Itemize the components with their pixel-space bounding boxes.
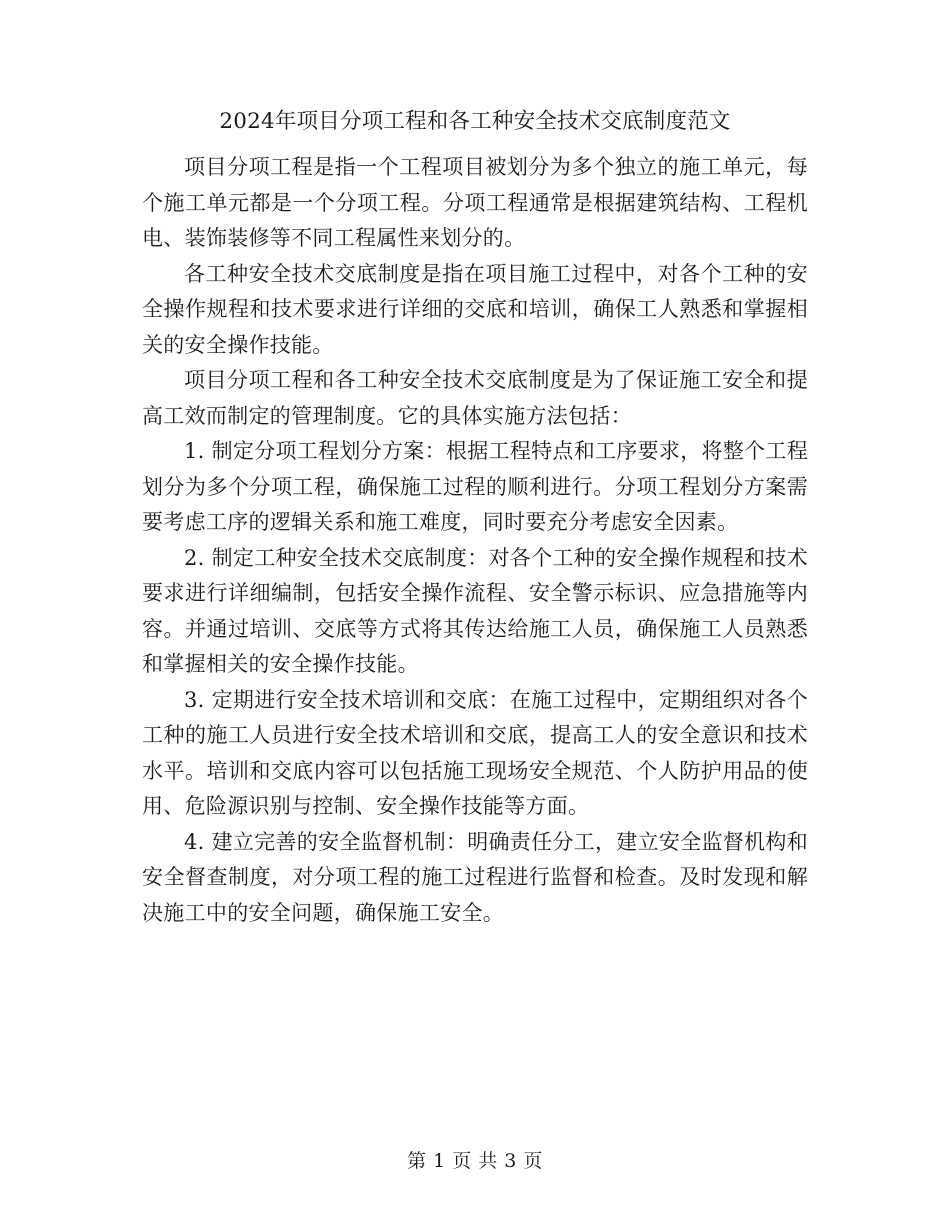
paragraph-intro: 项目分项工程是指一个工程项目被划分为多个独立的施工单元，每个施工单元都是一个分项工程。分项工程通常是根据建筑结构、工程机电、装饰装修等不同工程属性来划分的。 — [142, 155, 808, 250]
document-body — [142, 150, 808, 931]
list-item-1: 1. 制定分项工程划分方案：根据工程特点和工序要求，将整个工程划分为多个分项工程，确保施工过程的顺利进行。分项工程划分方案需要考虑工序的逻辑关系和施工难度，同时要充分考虑安全因素。 — [142, 439, 809, 534]
page-number-footer: 第 1 页 共 3 页 — [407, 1150, 543, 1172]
list-item-4: 4. 建立完善的安全监督机制：明确责任分工，建立安全监督机构和安全督查制度，对分项工程的施工过程进行监督和检查。及时发现和解决施工中的安全问题，确保施工安全。 — [142, 829, 809, 925]
page-title: 2024年项目分项工程和各工种安全技术交底制度范文 — [219, 109, 731, 134]
list-item-2: 2. 制定工种安全技术交底制度：对各个工种的安全操作规程和技术要求进行详细编制，包括安全操作流程、安全警示标识、应急措施等内容。并通过培训、交底等方式将其传达给施工人员，确保施工人员熟悉和掌握相关的安全操作技能。 — [142, 545, 809, 676]
paragraph-purpose: 项目分项工程和各工种安全技术交底制度是为了保证施工安全和提高工效而制定的管理制度。它的具体实施方法包括： — [142, 368, 808, 428]
list-item-3: 3. 定期进行安全技术培训和交底：在施工过程中，定期组织对各个工种的施工人员进行安全技术培训和交底，提高工人的安全意识和技术水平。培训和交底内容可以包括施工现场安全规范、个人防护用品的使用、危险源识别与控制、安全操作技能等方面。 — [142, 687, 809, 818]
paragraph-definition: 各工种安全技术交底制度是指在项目施工过程中，对各个工种的安全操作规程和技术要求进行详细的交底和培训，确保工人熟悉和掌握相关的安全操作技能。 — [142, 261, 808, 357]
